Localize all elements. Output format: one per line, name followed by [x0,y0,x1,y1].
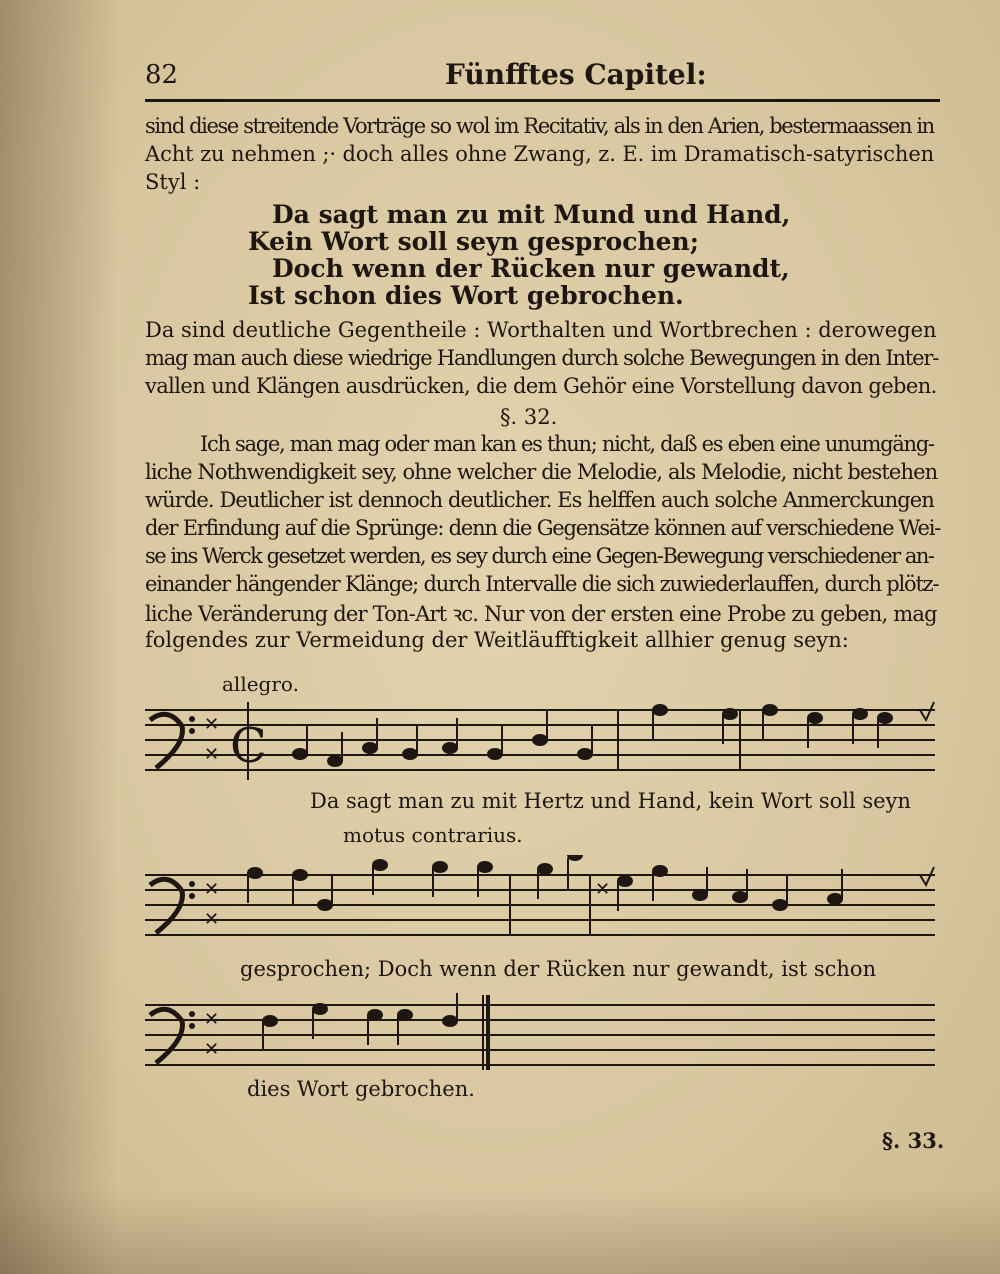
section-mark: §. 32. [500,405,558,429]
bass-clef-icon [150,879,195,933]
poem-line-4: Ist schon dies Wort gebrochen. [248,281,684,310]
para1-line-2: mag man auch diese wiedrige Handlungen durch solche Bewegungen in den Inter- [145,346,939,370]
notes-group-4 [538,855,582,899]
para1-line-3: vallen und Klängen ausdrücken, die dem Gehör eine Vorstellung davon geben. [145,374,937,398]
sharp-icon: ✕ [595,879,611,900]
para2-line-7: liche Veränderung der Ton-Art ꝛc. Nur von der ersten eine Probe zu geben, mag [145,602,937,626]
para2-line-6: einander hängender Klänge; durch Intervalle die sich zuwiederlauffen, durch plötz- [145,572,939,596]
sharp-icon: ✕ [204,714,220,735]
para2-line-2: liche Nothwendigkeit sey, ohne welcher die Melodie, als Melodie, nicht bestehen [145,460,938,484]
page-header [145,58,940,98]
catchword: §. 33. [882,1128,945,1153]
notes-group-3 [248,860,492,910]
running-head: Fünfftes Capitel: [445,58,707,91]
para2-line-4: der Erfindung auf die Sprünge: denn die Gegensätze können auf verschiedene Wei- [145,516,941,540]
binding-shadow [0,0,120,1274]
lyric-line-3: dies Wort gebrochen. [247,1077,475,1101]
music-staff-3 [140,985,940,1080]
cut-time-icon: C [230,718,267,774]
para1-line-1: Da sind deutliche Gegentheile : Worthalten und Wortbrechen : derowegen [145,318,937,342]
page-number: 82 [145,60,179,90]
intro-line-2: Acht zu nehmen ;· doch alles ohne Zwang, z. E. im Dramatisch-satyrischen [145,142,935,166]
notes-group-1 [293,710,592,766]
lyric-line-2: gesprochen; Doch wenn der Rücken nur gewandt, ist schon [240,957,877,981]
sharp-icon: ✕ [204,909,220,930]
intro-line-1: sind diese streitende Vorträge so wol im Recitativ, als in den Arien, bestermaassen in [145,114,934,138]
intro-line-3: Styl : [145,170,201,194]
poem-line-1: Da sagt man zu mit Mund und Hand, [272,200,791,229]
notes-group-6 [263,993,457,1051]
sharp-icon: ✕ [204,879,220,900]
music-staff-2 [140,855,940,950]
para2-line-8: folgendes zur Vermeidung der Weitläufftigkeit allhier genug seyn: [145,628,849,652]
tempo-marking: allegro. [222,672,299,696]
header-rule [145,99,940,102]
poem-line-2: Kein Wort soll seyn gesprochen; [248,227,699,256]
notes-group-2 [653,705,892,748]
bottom-shade [0,1190,1000,1274]
bass-clef-icon [150,714,195,768]
sharp-icon: ✕ [204,744,220,765]
lyric-line-1: Da sagt man zu mit Hertz und Hand, kein Wort soll seyn [310,789,911,813]
para2-line-3: würde. Deutlicher ist dennoch deutlicher. Es helffen auch solche Anmerckungen [145,488,934,512]
music-staff-1 [140,690,940,785]
motus-annotation: motus contrarius. [343,823,523,847]
poem-line-3: Doch wenn der Rücken nur gewandt, [272,254,790,283]
para2-line-1: Ich sage, man mag oder man kan es thun; nicht, daß es eben eine unumgäng- [200,432,934,456]
sharp-icon: ✕ [204,1039,220,1060]
para2-line-5: se ins Werck gesetzet werden, es sey durch eine Gegen-Bewegung verschiedener an- [145,544,934,568]
sharp-icon: ✕ [204,1009,220,1030]
bass-clef-icon [150,1009,195,1063]
